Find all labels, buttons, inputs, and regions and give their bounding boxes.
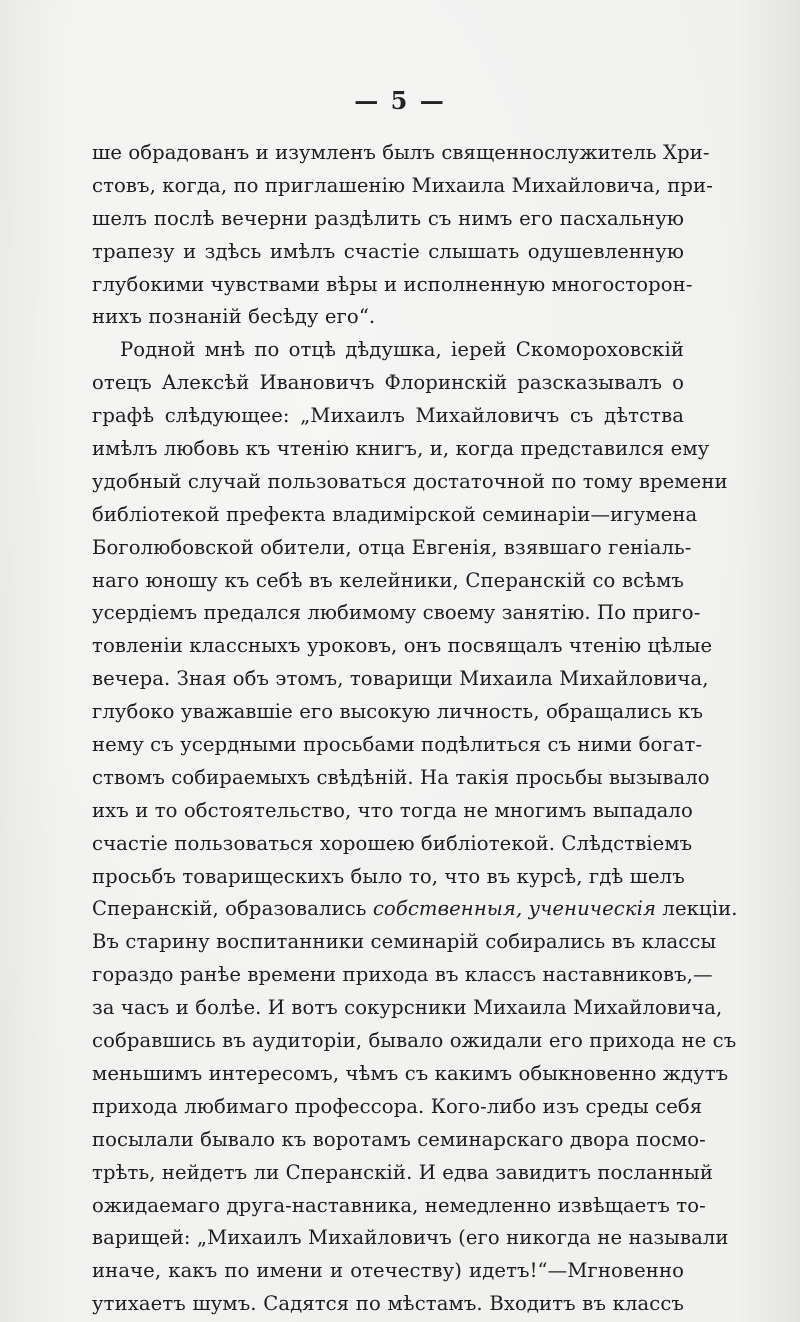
text-line: нихъ познаній бесѣду его“. (92, 305, 376, 329)
text-line: посылали бывало къ воротамъ семинарскаго двора посмо- (92, 1127, 706, 1151)
text-line: удобный случай пользоваться достаточной по тому времени (92, 469, 728, 493)
text-line: за часъ и болѣе. И вотъ сокурсники Михаила Михайловича, (92, 996, 723, 1020)
text-line: утихаетъ шумъ. Садятся по мѣстамъ. Входитъ въ классъ (92, 1292, 684, 1316)
text-line: наго юношу къ себѣ въ келейники, Сперанскій со всѣмъ (92, 568, 684, 592)
text-line: Въ старину воспитанники семинарій собирались въ классы (92, 930, 717, 954)
page-number: — 5 — (354, 86, 446, 115)
text-line: ствомъ собираемыхъ свѣдѣній. На такія просьбы вызывало (92, 765, 710, 789)
text-line-with-italic (92, 893, 738, 926)
text-line: глубоко уважавшіе его высокую личность, обращались къ (92, 700, 704, 724)
text-line: просьбъ товарищескихъ было то, что въ курсѣ, гдѣ шелъ (92, 864, 685, 888)
text-line: ихъ и то обстоятельство, что тогда не многимъ выпадало (92, 798, 693, 822)
text-segment: лекціи. (656, 897, 738, 921)
body-text (92, 137, 738, 1321)
paragraph-start-line: Родной мнѣ по отцѣ дѣдушка, іерей Скомороховскій (120, 338, 684, 362)
text-line: собравшись въ аудиторіи, бывало ожидали его прихода не съ (92, 1029, 737, 1053)
text-line: ше обрадованъ и изумленъ былъ священнослужитель Хри- (92, 141, 710, 164)
text-line: иначе, какъ по имени и отечеству) идетъ!“—Мгновенно (92, 1259, 684, 1283)
text-line: трѣть, нейдетъ ли Сперанскій. И едва завидитъ посланный (92, 1160, 713, 1184)
text-line: имѣлъ любовь къ чтенію книгъ, и, когда представился ему (92, 437, 710, 461)
text-line: гораздо ранѣе времени прихода въ классъ наставниковъ,— (92, 963, 713, 987)
text-line: Боголюбовской обители, отца Евгенія, взявшаго геніаль- (92, 535, 692, 559)
text-line: варищей: „Михаилъ Михайловичъ (его никогда не называли (92, 1226, 729, 1250)
text-line: ожидаемаго друга-наставника, немедленно извѣщаетъ то- (92, 1193, 706, 1217)
text-line: нему съ усердными просьбами подѣлиться съ ними богат- (92, 733, 703, 757)
text-line: отецъ Алексѣй Ивановичъ Флоринскій разсказывалъ о (92, 371, 684, 395)
text-line: счастіе пользоваться хорошею библіотекой. Слѣдствіемъ (92, 831, 693, 855)
text-line: меньшимъ интересомъ, чѣмъ съ какимъ обыкновенно ждутъ (92, 1061, 729, 1085)
text-line: трапезу и здѣсь имѣлъ счастіе слышать одушевленную (92, 239, 684, 263)
text-line: усердіемъ предался любимому своему занятію. По приго- (92, 601, 701, 625)
text-line: шелъ послѣ вечерни раздѣлить съ нимъ его пасхальную (92, 206, 684, 230)
italic-phrase: собственныя, ученическія (372, 897, 657, 921)
text-segment: Сперанскій, образовались (92, 897, 373, 921)
text-line: прихода любимаго профессора. Кого-либо изъ среды себя (92, 1094, 703, 1118)
text-line: стовъ, когда, по приглашенію Михаила Михайловича, при- (92, 173, 713, 197)
text-line: библіотекой префекта владимірской семинаріи—игумена (92, 502, 698, 526)
text-line: глубокими чувствами вѣры и исполненную многосторон- (92, 272, 693, 296)
text-line: вечера. Зная объ этомъ, товарищи Михаила Михайловича, (92, 667, 709, 691)
text-line: графѣ слѣдующее: „Михаилъ Михайловичъ съ дѣтства (92, 404, 684, 428)
text-line: товленіи классныхъ уроковъ, онъ посвящалъ чтенію цѣлые (92, 634, 713, 658)
